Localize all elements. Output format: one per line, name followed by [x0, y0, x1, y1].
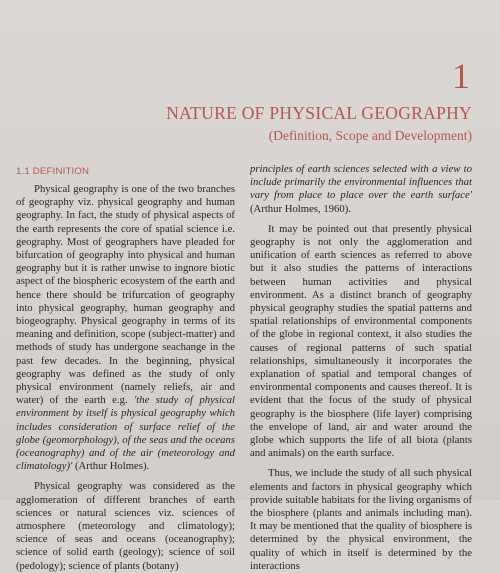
quotation: 'the study of physical environment by itself is physical geography which includes consideration of surface relief of the globe (geomorphology), of the seas and the oceans (oceanography) and of the air (meteorology and climatology)' — [16, 394, 235, 473]
citation: (Arthur Holmes). — [72, 460, 150, 473]
paragraph — [16, 183, 235, 473]
chapter-subtitle: (Definition, Scope and Development) — [268, 128, 472, 143]
paragraph: Physical geography was considered as the agglomeration of different branches of earth sciences or natural sciences viz. sciences of atmosphere (meteorology and climatology); science of seas and oceans (oceanography); science of solid earth (geology); science of soil (pedology); science of plants (botany) — [16, 480, 235, 572]
chapter-number: 1 — [452, 56, 470, 96]
left-column — [16, 163, 235, 573]
paragraph — [250, 163, 472, 216]
paragraph-text: Physical geography is one of the two branches of geography viz. physical geography and human geography. In fact, the study of physical aspects of the earth represents the core of spatial science i.e. geography. Most of geographers have pleaded for bifurcation of geography into physical and human geography but it is rather unwise to ingnore biotic aspect of the biospheric ecosystem of the earth and hence there should be trifurcation of geography into physical geography, human geography and biogeography. Physical geography in terms of its meaning and definition, scope (subject-matter) and methods of study has undergone seachange in the past few decades. In the beginning, physical geography was defined as the study of only physical environment (namely reliefs, air and water) of the earth e.g. — [16, 183, 235, 407]
citation: (Arthur Holmes, 1960). — [250, 202, 351, 215]
quotation: principles of earth sciences selected with a view to include primarily the environmental influences that vary from place to place over the earth surface' — [250, 163, 472, 202]
paragraph: It may be pointed out that presently physical geography is not only the agglomeration and unification of earth sciences as referred to above but it also studies the patterns of interactions between human activities and physical environment. As a distinct branch of geography physical geography studies the spatial patterns and spatial relationships of environmental components of the globe in regional context, it also studies the causes of regional patterns of such spatial relationships, simultaneously it incorporates the explanation of spatial and temporal changes of environmental components and causes thereof. It is evident that the focus of the study of physical geography is the biosphere (life layer) comprising the envelope of land, air and water around the globe which supports the life of all biota (plants and animals) on the earth surface. — [250, 222, 472, 460]
chapter-title: NATURE OF PHYSICAL GEOGRAPHY — [166, 103, 472, 123]
right-column — [250, 163, 472, 573]
section-heading: 1.1 DEFINITION — [16, 166, 90, 177]
paragraph: Thus, we include the study of all such physical elements and factors in physical geography which provide suitable habitats for the living organisms of the biosphere (plants and animals including man). It may be mentioned that the quality of biosphere is determined by the physical environment, the quality of which in itself is determined by the interactions — [250, 467, 472, 572]
